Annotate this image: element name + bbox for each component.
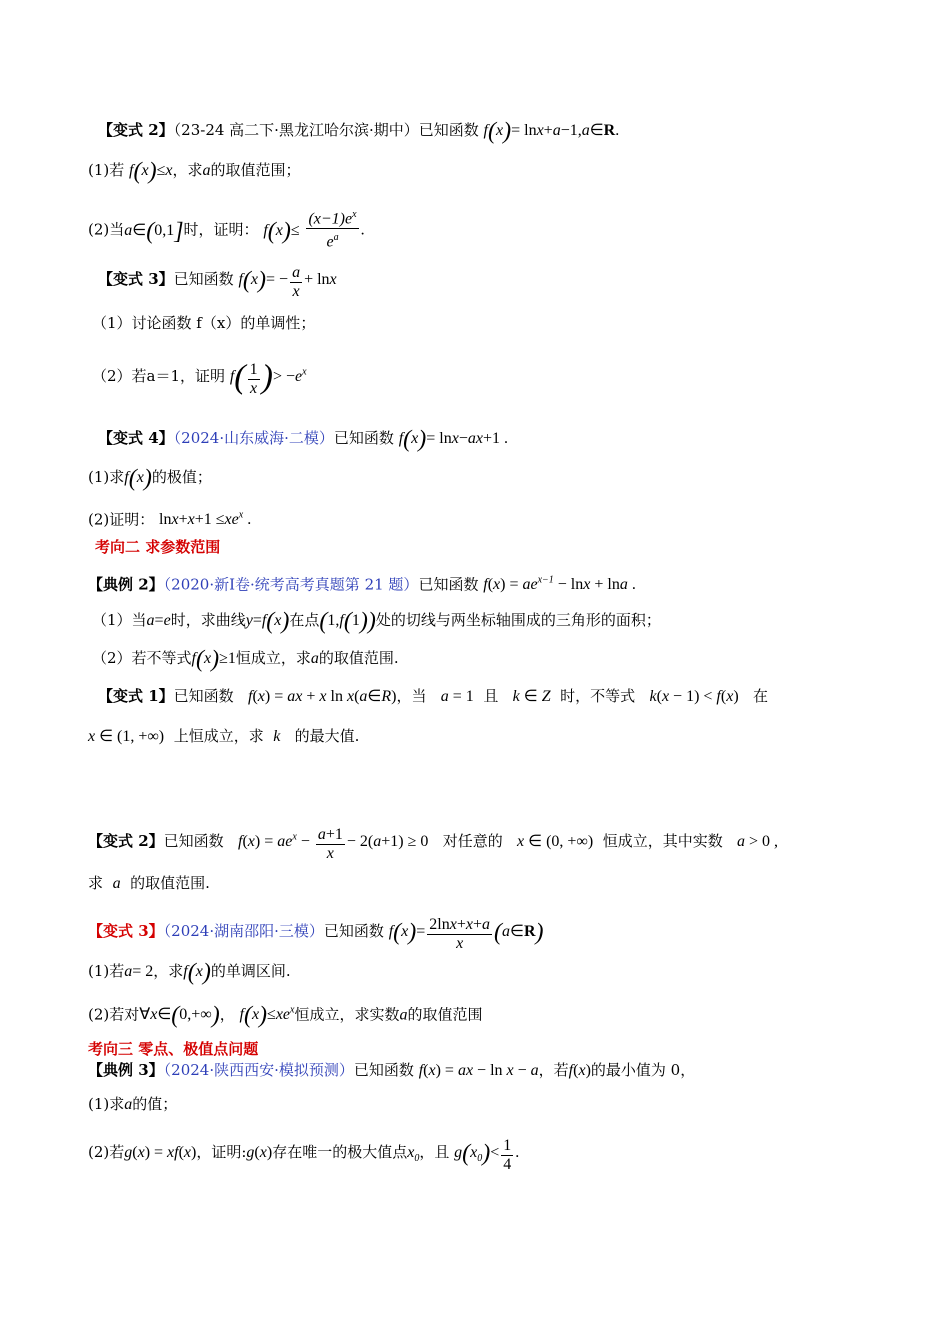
q-text: 的取值范围 [407,1005,483,1024]
fraction: $\frac{1}{4}$ [503,1137,512,1173]
q-text: 处的切线与两坐标轴围成的三角形的面积； [375,611,661,629]
v2-q1 [88,158,301,185]
q-text: ，求 [172,161,203,179]
formula: f(x) = ax − ln x − a [418,1062,539,1079]
q-text: a＝1，证明 [146,367,226,385]
q-label: (2)若 [88,1143,125,1161]
q-label: (2)证明： [88,510,155,529]
tag: 【典例 2】 [88,575,164,594]
formula: $f(x)\le xe^x$ [239,1002,295,1029]
formula: f(x)= [388,919,426,946]
w1-line2 [88,726,359,747]
q-text: 存在唯一的极大值点 [272,1143,408,1161]
var-a: a [310,650,319,667]
q-text: 的取值范围. [318,649,399,667]
fraction: $\frac{1}{x}$ [249,361,258,397]
stem-text: 已知函数 [323,922,384,940]
v3-q1: （1）讨论函数 f（x）的单调性； [92,314,316,332]
stem-text: 已知函数 [353,1061,414,1079]
d2-stem-line [88,571,636,595]
w3-stem-line: 【变式 3】（2024·湖南邵阳·三模）已知函数 f(x)= $\frac{2\ln x+x+a}{x}$ (a∈R) [88,916,544,952]
stem-text: 已知函数 [333,429,394,447]
formula: a = 1 [440,688,474,705]
stem-text: 已知函数 [173,687,234,705]
q-label: （2）若不等式 [92,649,192,667]
q-text: 且 [483,687,499,705]
formula: $x_0$ [407,1144,420,1165]
var-a: a [124,1096,133,1113]
v4-q2 [88,506,251,530]
q-text: ， [219,1005,235,1024]
q-text: 的值； [132,1095,178,1113]
q-text: ，若 [538,1061,569,1079]
q-text: 恒成立，求 [235,649,311,667]
formula: f(x) [124,465,152,492]
formula: f(x)≤x [129,158,173,185]
q-label: (1)求 [88,1095,125,1113]
w3-q1 [88,959,291,986]
formula: x ∈ (0, +∞) [517,833,594,850]
formula: y=f(x) [245,608,290,635]
formula: ∀x∈(0,+∞) [139,1002,220,1029]
q-text: 在 [752,687,768,705]
v2-q2: (2)当a∈(0,1]时，证明： f(x)≤ $\frac{(x-1)e^x}{e^a}$ . [88,206,365,252]
q-label: （1）当 [92,611,147,629]
formula: $f(x) = ae^{x-1} - \ln x + \ln a$ . [483,575,636,594]
fraction: $\frac{2\ln x+x+a}{x}$ [429,916,491,952]
tag: 【变式 4】 [98,429,174,447]
w2-line2 [88,873,210,894]
v4-stem-line [98,426,508,453]
q-text: ，且 [419,1143,450,1161]
q-text: 在点 [289,611,320,629]
q-text: 恒成立，求实数 [294,1005,400,1024]
q-label: （2）若 [92,367,147,385]
source: （2024·山东威海·二模） [173,429,334,447]
tag: 【变式 2】 [98,121,174,139]
source: （2024·陕西西安·模拟预测） [163,1061,354,1079]
q-text: ，证明: [196,1143,247,1161]
var-a: a [112,875,121,892]
formula: $\ln x+x+1 \le xe^x$ . [159,510,252,529]
w1-stem-line [98,686,768,707]
formula: a > 0 , [737,833,779,850]
tag: 【变式 3】 [88,922,164,940]
formula: f(x)= − [238,267,289,294]
d3-stem-line [88,1060,695,1081]
v3-stem-line: 【变式 3】已知函数 f(x)= − $\frac{a}{x}$ + lnx [98,264,337,300]
q-label: (1)求 [88,468,125,486]
q-label: (1)若 [88,161,125,179]
formula: g(x) = xf(x) [124,1144,197,1161]
d3-q1 [88,1094,177,1115]
stem-text: 已知函数 [418,121,479,139]
formula: x ∈ (1, +∞) [88,728,165,745]
stem-text: 已知函数 [418,575,479,594]
q-text: 的取值范围； [210,161,301,179]
q-text: 对任意的 [442,832,503,850]
source: （2020·新Ⅰ卷·统考高考真题第 21 题） [163,575,419,594]
var-a: a [399,1006,408,1024]
formula: f(x) [183,959,211,986]
formula: f(x)= lnx+a−1,a∈R. [483,118,620,145]
var-a: a [202,162,211,179]
d3-q2: (2)若g(x) = xf(x)，证明:g(x)存在唯一的极大值点$x_0$，且 $g(x_0)<$ $\frac{1}{4}$ . [88,1137,520,1173]
q-label: (2)若对 [88,1005,140,1024]
w2-stem-line: 【变式 2】已知函数 $f(x) = ae^x$ − $\frac{a+1}{x}$ − 2(a+1) ≥ 0 对任意的 x ∈ (0, +∞) 恒成立，其中实数 a > 0 , [88,826,779,862]
q-text: ，求 [153,962,184,980]
q-text: ，当 [396,687,427,705]
formula: $g(x_0)<$ [454,1140,500,1167]
v3-q2: （2）若a＝1，证明 f( $\frac{1}{x}$ )> $-e^x$ [92,358,307,397]
formula: k(x − 1) < f(x) [649,688,739,705]
formula: k ∈ Z [512,688,551,705]
q-label: (1)若 [88,962,125,980]
formula: f(x) [568,1062,591,1079]
formula: $f(x) = ae^x$ − [238,831,314,850]
tag: 【典例 3】 [88,1061,164,1079]
formula: (1,f(1)) [319,608,376,635]
formula: a=e [146,612,171,629]
q-text: 恒成立，其中实数 [602,832,723,850]
tag: 【变式 1】 [98,687,174,705]
v2-stem-line [98,118,620,145]
formula: f( [229,358,246,396]
stem-text: 已知函数 [163,832,224,850]
formula: f(x)= lnx−ax+1 . [398,426,508,453]
source: （23-24 高二下·黑龙江哈尔滨·期中） [173,121,419,139]
stem-text: 已知函数 [173,270,234,288]
formula: f(x)≥1 [191,646,236,673]
tag: 【变式 2】 [88,832,164,850]
q-text: 时，求曲线 [170,611,246,629]
q-text: 的单调区间. [210,962,291,980]
var-k: k [273,728,281,745]
formula: f(x) = ax + x ln x(a∈R) [248,688,397,705]
q-text: 的最大值. [294,727,360,745]
formula: a∈(0,1] [124,217,184,244]
formula: a= 2 [124,963,154,980]
q-text: 上恒成立，求 [173,727,264,745]
q-text: 时，不等式 [560,687,636,705]
fraction: $\frac{a+1}{x}$ [317,826,343,862]
d2-q2 [92,646,399,673]
q-text: 的最小值为 0， [590,1061,696,1079]
fraction: $\frac{a}{x}$ [292,264,301,300]
d2-q1 [92,608,661,635]
formula: f(x)≤ [263,217,300,244]
formula: g(x) [246,1144,273,1161]
q-text: 的极值； [151,468,212,486]
fraction: $\frac{(x-1)e^x}{e^a}$ [306,206,358,252]
w3-q2 [88,1001,483,1029]
section-title-3: 考向三 零点、极值点问题 [88,1040,259,1058]
q-label: (2)当 [88,220,125,239]
tag: 【变式 3】 [98,270,174,288]
section-title-2: 考向二 求参数范围 [95,538,221,556]
q-text: 的取值范围. [130,874,210,892]
source: （2024·湖南邵阳·三模） [163,922,324,940]
v4-q1 [88,465,212,492]
q-text: 时，证明： [183,220,259,239]
q-text: 求 [88,874,104,892]
